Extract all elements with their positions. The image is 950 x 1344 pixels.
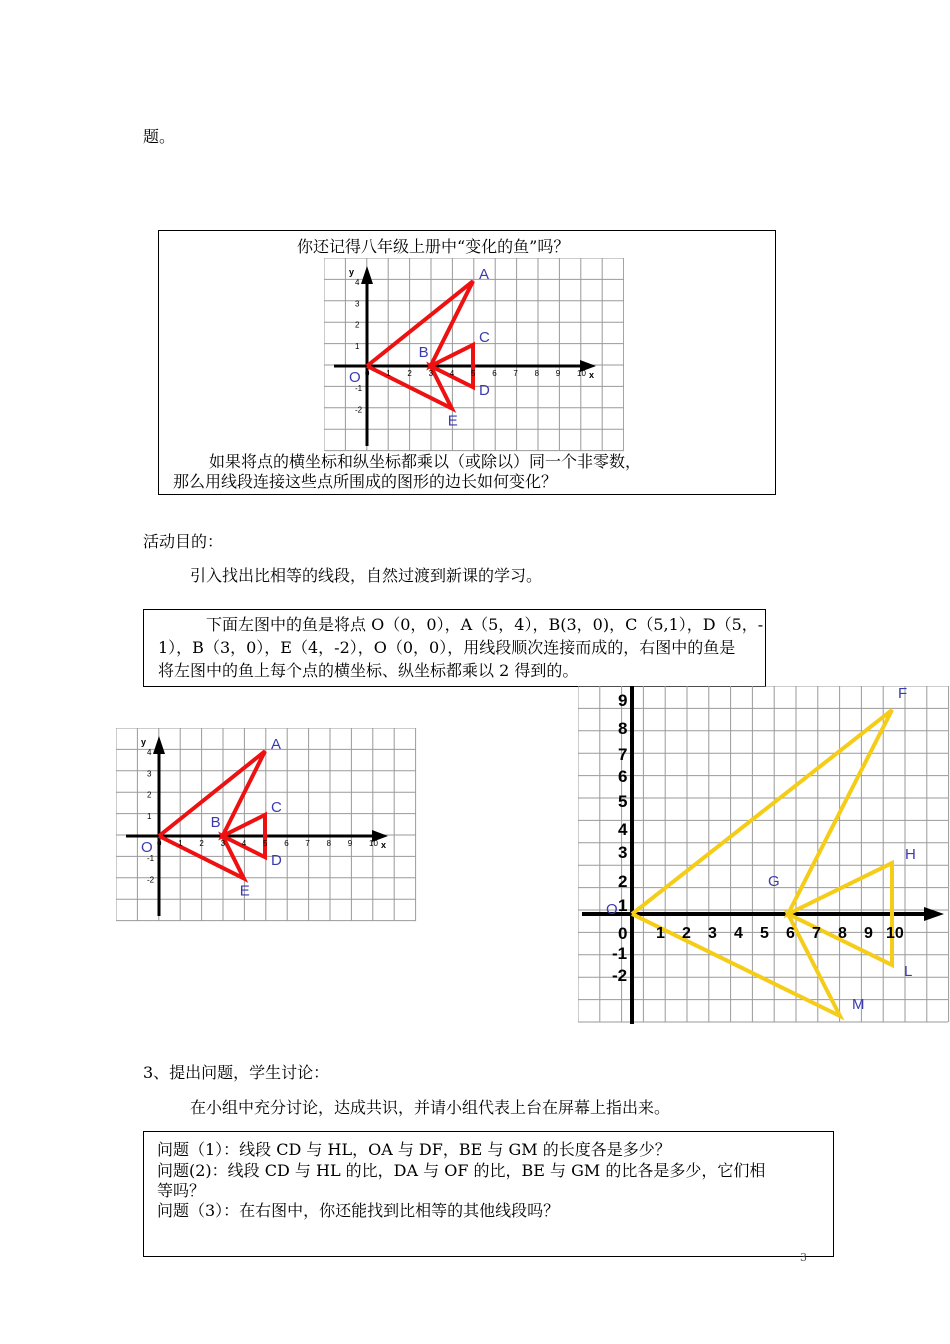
point-label-d: D (479, 382, 490, 400)
section3-text: 在小组中充分讨论，达成共识，并请小组代表上台在屏幕上指出来。 (190, 1098, 671, 1117)
fish-outline-scaled (632, 710, 892, 1016)
y-tick-label: 1 (147, 811, 152, 821)
x-axis-label: x (589, 370, 595, 380)
fish-intro-title: 你还记得八年级上册中“变化的鱼”吗？ (297, 237, 570, 256)
y-tick-label: 4 (147, 748, 152, 758)
fish-intro-box (158, 230, 776, 495)
x-tick-label: 6 (786, 925, 795, 942)
x-tick-label: 9 (347, 839, 353, 848)
section3-heading: 3、提出问题，学生讨论： (143, 1063, 330, 1082)
x-axis-label: x (381, 840, 387, 850)
y-tick-label: 4 (355, 278, 360, 288)
y-axis-arrow (361, 266, 373, 284)
x-tick-label: 5 (263, 839, 268, 848)
x-tick-label: 3 (708, 925, 717, 942)
y-tick-label: 2 (147, 790, 152, 800)
fish-question-line1: 如果将点的横坐标和纵坐标都乘以（或除以）同一个非零数， (209, 452, 642, 471)
fish-graph-left (116, 728, 418, 923)
point-label-o: O (141, 839, 153, 856)
y-tick-label: 7 (618, 745, 628, 764)
point-label-h: H (905, 846, 916, 863)
point-label-a: A (271, 736, 282, 754)
y-tick-label: 3 (618, 843, 628, 862)
questions-box (143, 1131, 834, 1257)
y-tick-label: 1 (618, 896, 628, 915)
x-tick-label: 5 (760, 925, 769, 942)
x-axis-arrow (924, 907, 944, 921)
y-tick-label: 4 (618, 820, 628, 839)
x-tick-label: 7 (305, 839, 310, 848)
point-label-f: F (898, 686, 908, 702)
fish-question-line2: 那么用线段连接这些点所围成的图形的边长如何变化？ (173, 472, 558, 491)
x-tick-label: 1 (178, 839, 183, 848)
y-tick-label: -2 (147, 875, 155, 885)
point-label-g: G (768, 873, 780, 890)
y-tick-label: -1 (355, 384, 363, 394)
y-tick-label: 3 (147, 769, 152, 779)
x-tick-label: 2 (199, 839, 204, 848)
point-label-o: O (606, 901, 618, 918)
point-label-l: L (904, 963, 913, 980)
x-tick-label: 6 (492, 369, 497, 378)
y-tick-label: -2 (355, 405, 363, 415)
y-axis-arrow (153, 736, 165, 754)
x-tick-label: 7 (812, 925, 821, 942)
y-tick-label: -1 (612, 944, 628, 963)
x-tick-label: 6 (284, 839, 289, 848)
point-label-c: C (271, 798, 282, 816)
point-label-b: B (210, 814, 221, 831)
x-tick-label: 8 (534, 369, 540, 378)
y-tick-label: 0 (618, 924, 628, 943)
y-axis-label: y (349, 267, 355, 277)
y-tick-label: 6 (618, 767, 628, 786)
x-tick-label: 7 (513, 369, 518, 378)
y-tick-label: 8 (618, 719, 628, 738)
x-tick-label: 5 (471, 369, 476, 378)
question-2: 问题(2)：线段 CD 与 HL 的比，DA 与 OF 的比，BE 与 GM 的比各是多少，它们相 (157, 1161, 766, 1180)
x-tick-label: 1 (386, 369, 391, 378)
point-label-e: E (447, 412, 458, 430)
fish-desc-line1: 下面左图中的鱼是将点 O（0，0），A（5，4），B(3，0)，C（5,1），D（5，- (206, 615, 764, 634)
activity-heading: 活动目的： (143, 532, 224, 551)
x-tick-label: 0 (157, 839, 162, 848)
point-label-a: A (479, 266, 490, 284)
y-tick-label: 5 (618, 792, 628, 811)
x-tick-label: 10 (577, 369, 586, 378)
point-label-e: E (239, 882, 250, 900)
y-tick-label: 1 (355, 341, 360, 351)
point-label-d: D (271, 852, 282, 870)
y-axis-label: y (141, 737, 147, 747)
point-label-b: B (418, 344, 429, 361)
x-tick-label: 10 (886, 925, 904, 942)
x-tick-label: 3 (220, 839, 226, 848)
y-tick-label: 2 (618, 872, 628, 891)
x-tick-label: 2 (407, 369, 412, 378)
point-label-c: C (479, 328, 490, 346)
x-tick-label: 8 (838, 925, 847, 942)
x-tick-label: 4 (734, 925, 743, 942)
question-1: 问题（1）：线段 CD 与 HL，OA 与 DF，BE 与 GM 的长度各是多少？ (157, 1140, 671, 1159)
page-number: 3 (800, 1251, 807, 1264)
fish-desc-line3: 将左图中的鱼上每个点的横坐标、纵坐标都乘以 2 得到的。 (158, 661, 579, 680)
question-3: 问题（3）：在右图中，你还能找到比相等的其他线段吗？ (157, 1201, 560, 1220)
point-label-m: M (852, 996, 865, 1013)
x-tick-label: 2 (682, 925, 691, 942)
x-tick-label: 4 (449, 369, 455, 378)
point-label-o: O (349, 369, 361, 386)
y-tick-label: -2 (612, 966, 628, 985)
fish-description-box (143, 609, 766, 687)
x-tick-label: 8 (326, 839, 332, 848)
fish-graph-right-scaled (578, 686, 950, 1024)
question-2-cont: 等吗？ (157, 1181, 206, 1200)
x-tick-label: 9 (555, 369, 561, 378)
y-tick-label: -1 (147, 854, 155, 864)
x-tick-label: 9 (864, 925, 873, 942)
y-tick-label: 3 (355, 299, 360, 309)
lead-text: 题。 (143, 127, 176, 146)
x-tick-label: 1 (656, 925, 665, 942)
fish-desc-line2: 1），B（3，0），E（4，-2），O（0，0），用线段顺次连接而成的，右图中的鱼是 (158, 638, 736, 657)
y-tick-label: 9 (618, 691, 628, 710)
fish-graph-top (324, 258, 624, 453)
x-tick-label: 4 (241, 839, 247, 848)
x-tick-label: 3 (428, 369, 434, 378)
x-tick-label: 0 (365, 369, 370, 378)
y-tick-label: 2 (355, 320, 360, 330)
activity-text: 引入找出比相等的线段，自然过渡到新课的学习。 (190, 566, 543, 585)
x-tick-label: 10 (369, 839, 378, 848)
